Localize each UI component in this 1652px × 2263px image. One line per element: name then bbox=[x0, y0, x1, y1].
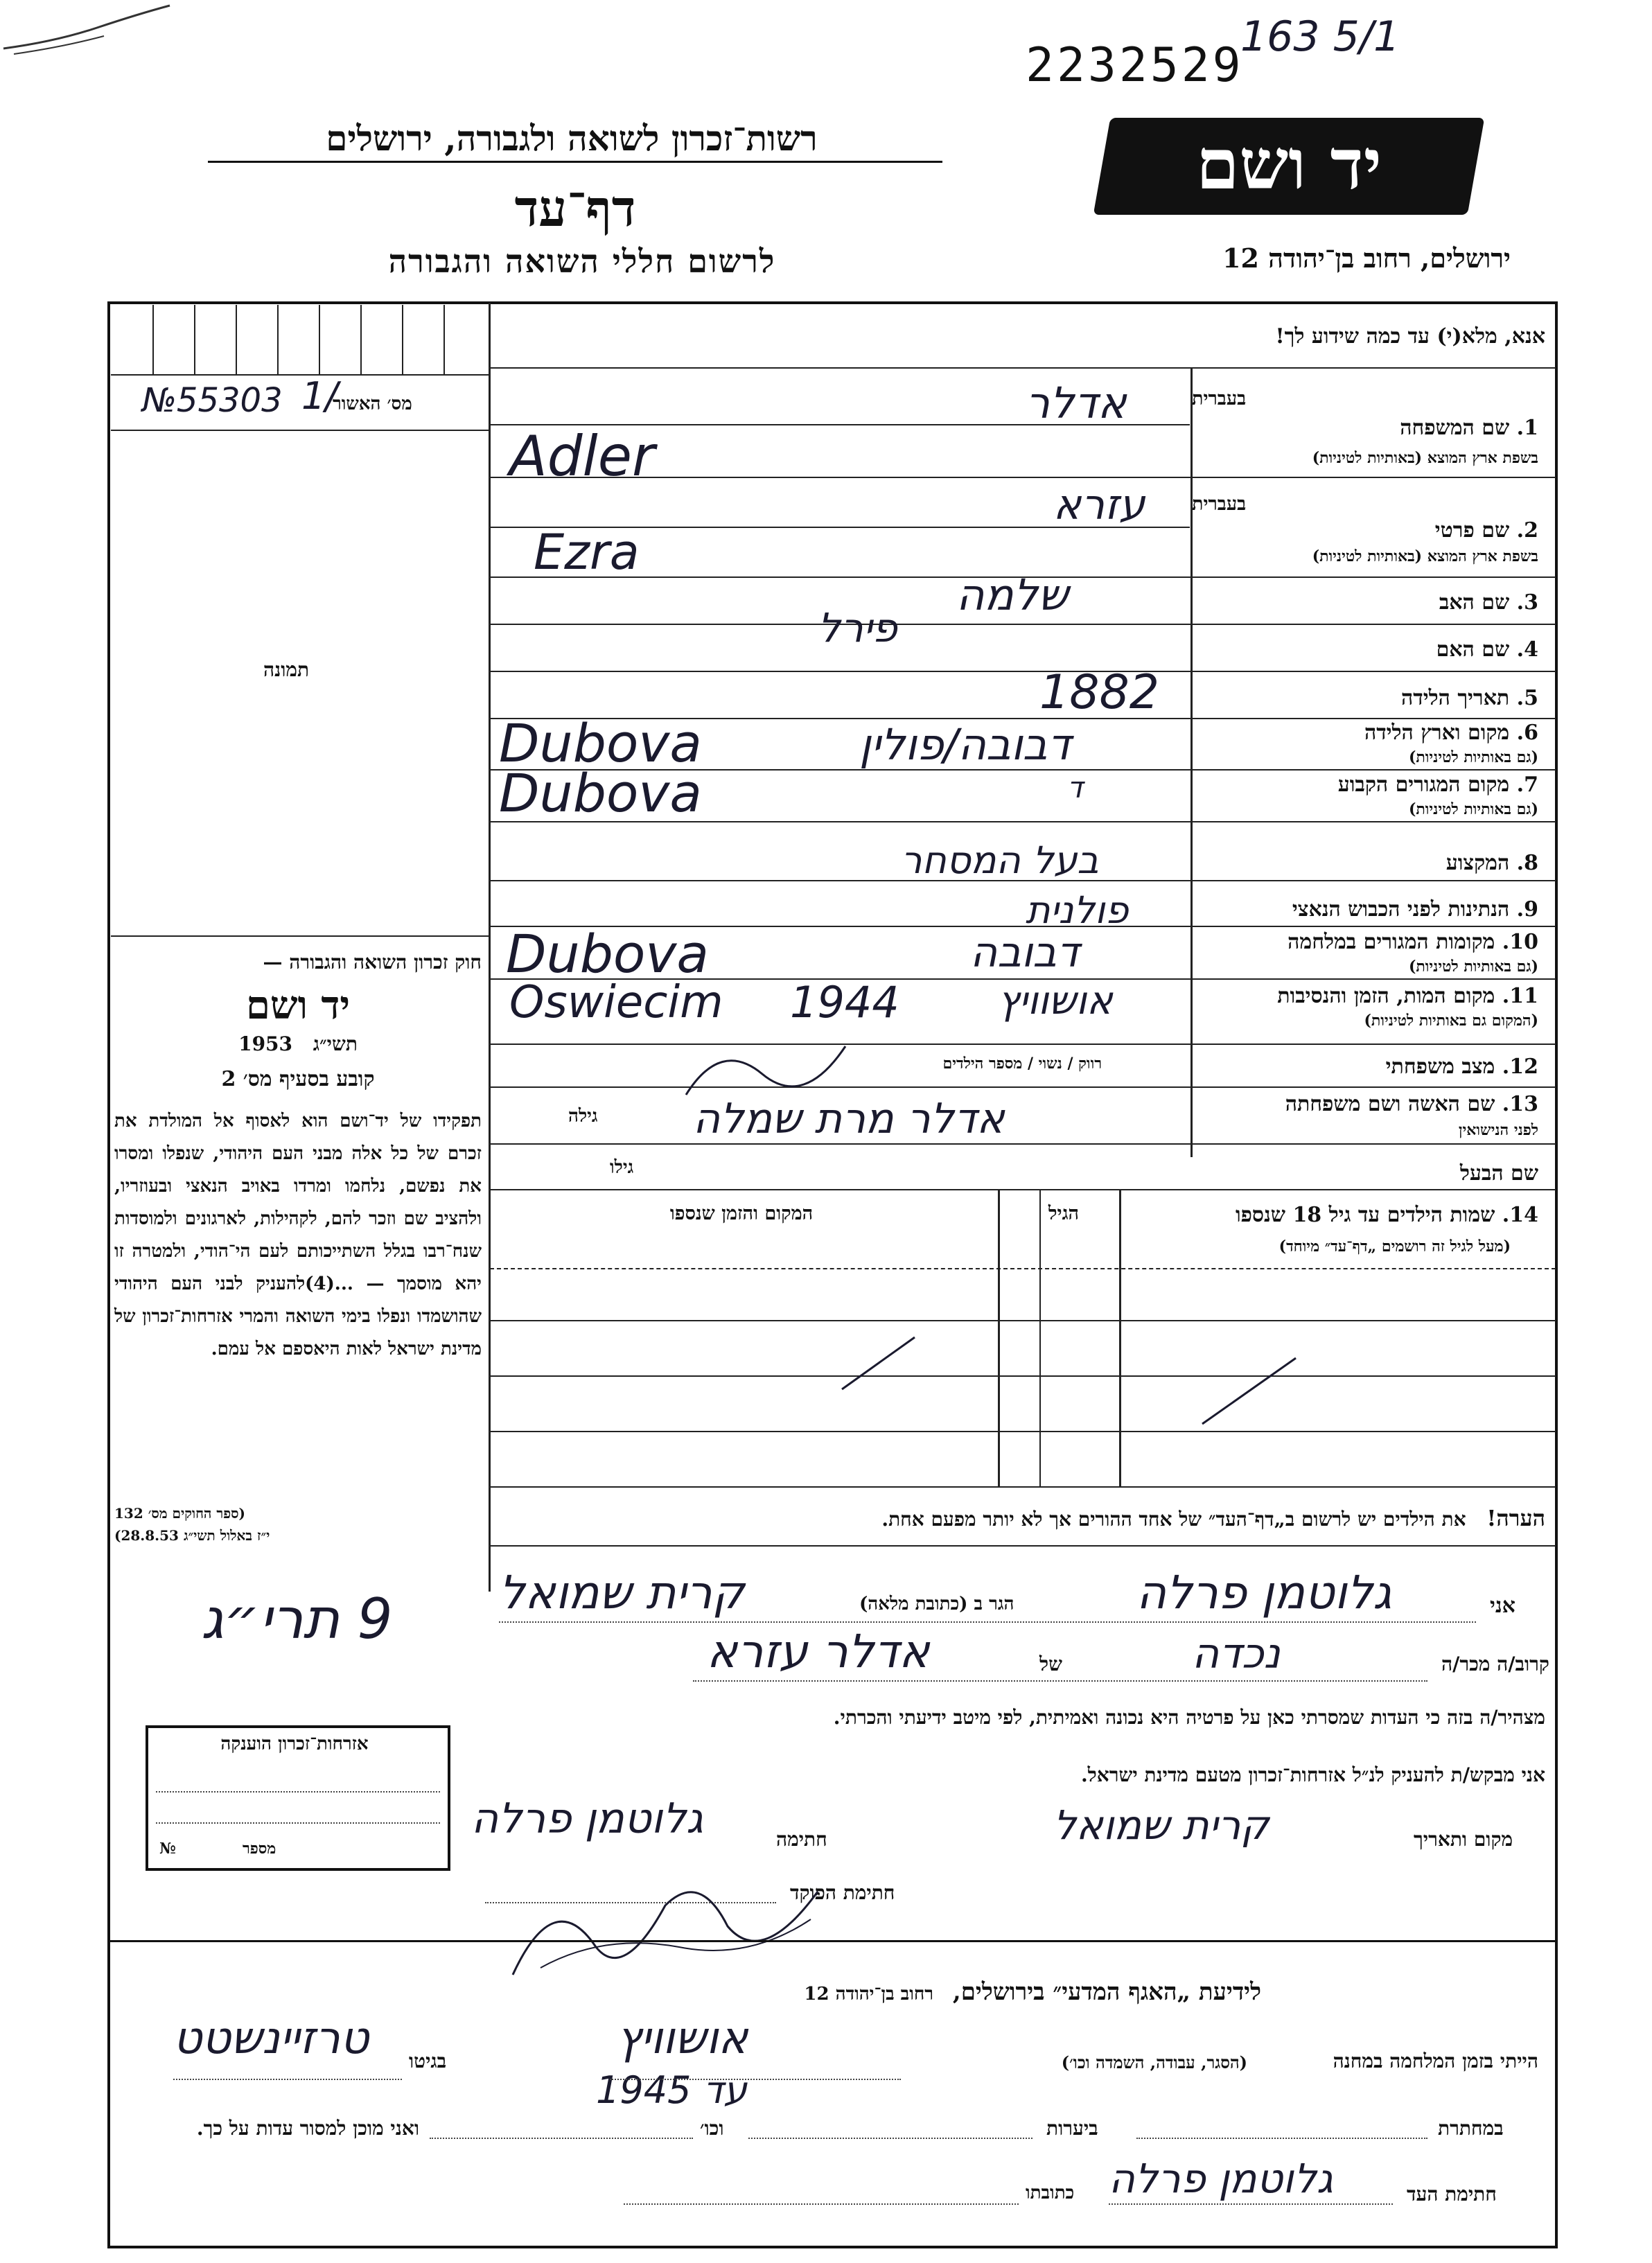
officer-signature-scribble bbox=[499, 1864, 832, 1989]
year-value[interactable]: עד 1945 bbox=[596, 2068, 747, 2112]
law-year bbox=[114, 1032, 482, 1056]
header-rule bbox=[208, 161, 942, 163]
field-6-latin-value[interactable]: Dubova bbox=[499, 712, 702, 774]
relative-value[interactable]: נכדה bbox=[1192, 1630, 1281, 1678]
field-2-latin-value[interactable]: Ezra bbox=[534, 524, 640, 581]
field-11-label: 11. מקום המות, הזמן והנסיבות bbox=[1277, 984, 1538, 1008]
handwritten-left-note: 9 תרי״ג bbox=[201, 1587, 393, 1651]
left-panel-divider bbox=[489, 303, 491, 1592]
field-6-hebrew-value[interactable]: דבובה/פולין bbox=[859, 719, 1071, 770]
citizenship-box-number-sign: № bbox=[159, 1840, 176, 1858]
children-strike-1 bbox=[838, 1330, 922, 1393]
form-title: דף־עד bbox=[514, 179, 636, 238]
field-12-label: 12. מצב משפחתי bbox=[1385, 1055, 1538, 1079]
field-8-value[interactable]: בעל המסחר bbox=[901, 838, 1099, 882]
declaration-statement: מצהיר/ה בזה כי העדות שמסרתי כאן על פרטיה היא נכונה ואמיתית, לפי מיטב ידיעתי והכרתי. bbox=[833, 1706, 1545, 1729]
approval-handwritten: 1/ bbox=[301, 374, 338, 418]
corner-scribble bbox=[0, 0, 180, 62]
children-note bbox=[499, 1505, 1545, 1531]
underground-label: במחתרת bbox=[1438, 2117, 1504, 2140]
marital-options: רווק / נשוי / מספר הילדים bbox=[942, 1055, 1102, 1073]
children-subtitle: (מעל לגיל זה רושמים „דף־עד״ מיוחד) bbox=[1278, 1238, 1511, 1256]
field-10-latin-value[interactable]: Dubova bbox=[506, 923, 709, 985]
witness-value[interactable]: גלוטמן פרלה bbox=[1109, 2155, 1333, 2202]
field-2-sub: בשפת ארץ המוצא (באותיות לטיניות) bbox=[1312, 547, 1538, 565]
citizenship-box-title: אזרחות־זכרון הוענקה bbox=[220, 1734, 369, 1754]
signature-label: חתימה bbox=[776, 1828, 827, 1851]
place-date-value[interactable]: קרית שמואל bbox=[1053, 1802, 1269, 1849]
id-box-strip bbox=[111, 305, 487, 374]
witness-label: חתימת העד bbox=[1407, 2183, 1497, 2205]
camp-value[interactable]: אושוויץ bbox=[617, 2013, 748, 2064]
field-1-latin-value[interactable]: Adler bbox=[509, 424, 655, 488]
info-address: רחוב בן־יהודה 12 bbox=[804, 1984, 934, 2005]
stamp-number: 2232529 bbox=[1026, 38, 1244, 93]
declaration-i-label: אני bbox=[1490, 1594, 1515, 1618]
handwritten-top-number: 163 5/1 bbox=[1240, 12, 1400, 61]
signature-value[interactable]: גלוטמן פרלה bbox=[471, 1795, 703, 1843]
in-hebrew-label-2: בעברית bbox=[1192, 493, 1247, 515]
relative-label: קרוב/ה מכר/ה bbox=[1441, 1653, 1549, 1675]
note-label: הערה! bbox=[1486, 1505, 1545, 1531]
officer-label: חתימת הפוקד bbox=[790, 1881, 895, 1904]
field-7-sub: (גם באותיות לטיניות) bbox=[1408, 800, 1538, 818]
field-1-sub: בשפת ארץ המוצא (באותיות לטיניות) bbox=[1312, 449, 1538, 467]
field-1-label: 1. שם המשפחה bbox=[1400, 416, 1538, 440]
wife-age-label: גילה bbox=[568, 1106, 598, 1127]
field-5-label: 5. תאריך הלידה bbox=[1401, 686, 1538, 710]
law-ref-1: (ספר החוקים מס׳ 132 bbox=[114, 1505, 245, 1522]
law-ref-2: י״ז באלול תשי״ג 28.8.53) bbox=[114, 1527, 270, 1544]
witness-address-label: כתובתו bbox=[1026, 2183, 1075, 2203]
children-strike-2 bbox=[1199, 1351, 1303, 1427]
field-10-sub: (גם באותיות לטיניות) bbox=[1408, 958, 1538, 976]
field-9-value[interactable]: פולנית bbox=[1026, 888, 1129, 932]
field-11-year-value[interactable]: 1944 bbox=[790, 977, 899, 1028]
declaration-request: אני מבקש/ת להעניק לנ״ל אזרחות־זכרון מטעם מדינת ישראל. bbox=[1080, 1763, 1545, 1786]
law-year-hebrew: תשי״ג bbox=[313, 1032, 358, 1055]
husband-age-label: גילו bbox=[610, 1157, 634, 1178]
field-13-value[interactable]: אדלר מרת שמלה bbox=[693, 1095, 1005, 1143]
ghetto-label: בגיטו bbox=[409, 2050, 447, 2072]
of-label: של bbox=[1039, 1653, 1062, 1675]
place-date-label: מקום ותאריך bbox=[1414, 1828, 1513, 1851]
field-8-label: 8. המקצוע bbox=[1446, 851, 1538, 875]
etc-label: וכו׳ bbox=[700, 2117, 724, 2140]
field-3-value[interactable]: שלמה bbox=[956, 570, 1069, 620]
info-line1-prefix: הייתי בזמן המלחמה במחנה bbox=[1333, 2050, 1538, 2072]
field-11-latin-value[interactable]: Oswiecim bbox=[509, 977, 723, 1028]
field-5-value[interactable]: 1882 bbox=[1039, 665, 1160, 720]
field-6-sub: (גם באותיות לטיניות) bbox=[1408, 748, 1538, 766]
husband-label: שם הבעל bbox=[1459, 1161, 1538, 1186]
labels-divider bbox=[1190, 367, 1193, 1157]
law-section: קובע בסעיף מס׳ 2 bbox=[221, 1067, 375, 1091]
photo-label: תמונה bbox=[263, 658, 310, 681]
field-10-hebrew-value[interactable]: דבובה bbox=[970, 928, 1080, 977]
field-9-label: 9. הנתינות לפני הכבוש הנאצי bbox=[1292, 897, 1538, 922]
note-text: את הילדים יש לרשום ב„דף־העד״ של אחד ההורים אך לא יותר מפעם אחת. bbox=[881, 1508, 1466, 1531]
field-7-label: 7. מקום המגורים הקבוע bbox=[1337, 773, 1538, 797]
field-11-sub: (המקום גם באותיות לטיניות) bbox=[1364, 1012, 1538, 1030]
field-7-hebrew-value[interactable]: ד bbox=[1067, 771, 1083, 804]
info-line1-options: (הסגר, עבודה, השמדה וכו׳) bbox=[1061, 2052, 1247, 2072]
children-title: 14. שמות הילדים עד גיל 18 שנספו bbox=[1235, 1203, 1538, 1227]
field-13-sub: לפני הנישואין bbox=[1458, 1121, 1538, 1139]
law-year-number: 1953 bbox=[238, 1032, 293, 1055]
info-title bbox=[527, 1978, 1261, 2006]
ready-text: ואני מוכן למסור עדות על כך. bbox=[196, 2117, 419, 2140]
citizenship-box-number-label: מספר bbox=[243, 1840, 276, 1858]
field-4-label: 4. שם האם bbox=[1436, 637, 1538, 662]
forests-label: ביערות bbox=[1046, 2117, 1098, 2140]
of-value[interactable]: אדלר עזרא bbox=[707, 1625, 930, 1678]
law-name: יד ושם bbox=[245, 983, 351, 1028]
approval-number: №55303 bbox=[142, 381, 283, 420]
field-10-label: 10. מקומות המגורים במלחמה bbox=[1288, 930, 1538, 954]
field-4-value[interactable]: פירל bbox=[818, 604, 897, 651]
field-3-label: 3. שם האב bbox=[1439, 590, 1538, 615]
law-title: חוק זכרון השואה והגבורה — bbox=[263, 951, 482, 974]
field-1-hebrew-value[interactable]: אדלר bbox=[1026, 378, 1127, 428]
field-2-hebrew-value[interactable]: עזרא bbox=[1053, 481, 1145, 529]
ghetto-value[interactable]: טרזיינשטט bbox=[173, 2013, 369, 2064]
form-subtitle: לרשום חללי השואה והגבורה bbox=[388, 243, 776, 280]
children-place-col: המקום והזמן שנספו bbox=[669, 1203, 814, 1224]
approval-label: מס׳ האשור bbox=[333, 394, 412, 414]
field-7-latin-value[interactable]: Dubova bbox=[499, 762, 702, 824]
logo-text: יד ושם bbox=[1196, 123, 1382, 205]
field-13-label: 13. שם האשה ושם משפחתה bbox=[1285, 1092, 1538, 1116]
in-hebrew-label-1: בעברית bbox=[1192, 388, 1247, 410]
field-6-label: 6. מקום וארץ הלידה bbox=[1364, 721, 1538, 745]
form-intro: אנא, מלא(י) עד כמה שידוע לך! bbox=[1275, 324, 1545, 349]
resides-value[interactable]: קרית שמואל bbox=[499, 1566, 745, 1619]
field-11-hebrew-value[interactable]: אושוויץ bbox=[998, 978, 1113, 1023]
law-text: תפקידו של יד־ושם הוא לאסוף אל המולדת את זכרם של כל אלה מבני העם היהודי, שנפלו ומסרו את נפשם, נלחמו ומרדו באויב הנאצי ובעוזריו, ולהציב שם וזכר להם, לקהילות, לארגונים ולמוסדות שנח־רבו בגלל השתייכותם לעם הי־הודי, ולמטרה זו יהא מוסמך — ...(4)להעניק לבני העם היהודי שהושמדו ונפלו בימי השואה והמרי אזרחות־זכרון של מדינת ישראל לאות היאספם אל עמם. bbox=[114, 1111, 482, 1359]
declaration-i-value[interactable]: גלוטמן פרלה bbox=[1136, 1566, 1392, 1619]
authority-title: רשות־זכרון לשואה ולגבורה, ירושלים bbox=[326, 118, 818, 159]
children-age-col: הגיל bbox=[1048, 1203, 1080, 1224]
header-address: ירושלים, רחוב בן־יהודה 12 bbox=[1222, 243, 1511, 274]
field-2-label: 2. שם פרטי bbox=[1434, 518, 1538, 543]
info-title-text: לידיעת „האגף המדעי״ בירושלים, bbox=[952, 1978, 1261, 2006]
resides-label: הגר ב (כתובת מלאה) bbox=[859, 1594, 1014, 1614]
